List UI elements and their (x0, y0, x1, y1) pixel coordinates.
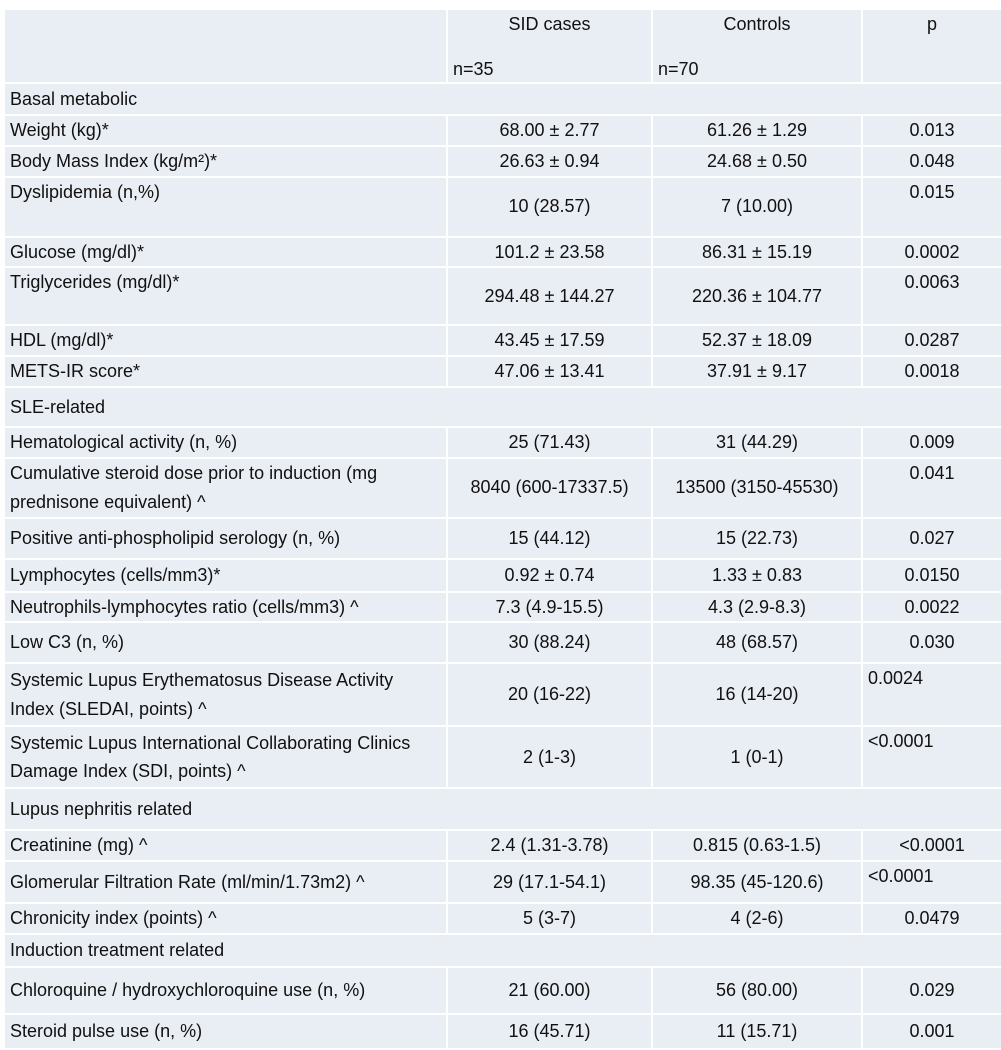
cases-value: 8040 (600-17337.5) (447, 458, 652, 518)
row-label: Positive anti-phospholipid serology (n, %) (4, 518, 447, 559)
controls-value: 15 (22.73) (652, 518, 862, 559)
table-row (4, 559, 1001, 592)
p-value: 0.0479 (862, 903, 1001, 934)
p-value: 0.001 (862, 1014, 1001, 1049)
controls-value: 220.36 ± 104.77 (652, 267, 862, 325)
cases-value: 16 (45.71) (447, 1014, 652, 1049)
header-controls (652, 9, 862, 83)
cases-value: 43.45 ± 17.59 (447, 325, 652, 356)
cases-value: 30 (88.24) (447, 622, 652, 663)
p-value: 0.027 (862, 518, 1001, 559)
p-value: 0.0287 (862, 325, 1001, 356)
cases-value: 2 (1-3) (447, 726, 652, 788)
controls-value: 0.815 (0.63-1.5) (652, 830, 862, 861)
header-empty-cell (4, 9, 447, 83)
section-row (4, 934, 1001, 967)
header-row (4, 9, 1001, 83)
controls-value: 37.91 ± 9.17 (652, 356, 862, 387)
cases-value: 10 (28.57) (447, 177, 652, 237)
p-value: 0.0022 (862, 592, 1001, 623)
row-label: Chronicity index (points) ^ (4, 903, 447, 934)
table-row (4, 427, 1001, 458)
cases-value: 15 (44.12) (447, 518, 652, 559)
p-value: 0.0018 (862, 356, 1001, 387)
cases-value: 2.4 (1.31-3.78) (447, 830, 652, 861)
header-controls-n: n=70 (658, 59, 699, 80)
controls-value: 31 (44.29) (652, 427, 862, 458)
section-row (4, 83, 1001, 115)
controls-value: 16 (14-20) (652, 663, 862, 726)
section-label: SLE-related (4, 387, 1001, 427)
table-row (4, 146, 1001, 177)
table-row (4, 861, 1001, 903)
section-label: Lupus nephritis related (4, 788, 1001, 830)
table-row (4, 518, 1001, 559)
row-label: Dyslipidemia (n,%) (4, 177, 447, 237)
p-value: 0.029 (862, 967, 1001, 1014)
p-value: <0.0001 (862, 726, 1001, 788)
p-value: 0.015 (862, 177, 1001, 237)
table-row (4, 237, 1001, 268)
row-label: HDL (mg/dl)* (4, 325, 447, 356)
table-row (4, 903, 1001, 934)
controls-value: 7 (10.00) (652, 177, 862, 237)
header-controls-label: Controls (723, 14, 791, 34)
row-label: Systemic Lupus Erythematosus Disease Activity Index (SLEDAI, points) ^ (4, 663, 447, 726)
row-label: Low C3 (n, %) (4, 622, 447, 663)
row-label: Creatinine (mg) ^ (4, 830, 447, 861)
cases-value: 7.3 (4.9-15.5) (447, 592, 652, 623)
section-label: Induction treatment related (4, 934, 1001, 967)
table-row (4, 622, 1001, 663)
controls-value: 98.35 (45-120.6) (652, 861, 862, 903)
p-value: <0.0001 (862, 861, 1001, 903)
row-label: Body Mass Index (kg/m²)* (4, 146, 447, 177)
table-row (4, 830, 1001, 861)
table-row (4, 356, 1001, 387)
header-cases-n: n=35 (453, 59, 494, 80)
row-label: Glucose (mg/dl)* (4, 237, 447, 268)
comparison-table (3, 8, 1001, 1050)
controls-value: 13500 (3150-45530) (652, 458, 862, 518)
p-value: 0.0002 (862, 237, 1001, 268)
row-label: Triglycerides (mg/dl)* (4, 267, 447, 325)
cases-value: 25 (71.43) (447, 427, 652, 458)
row-label: Systemic Lupus International Collaborating Clinics Damage Index (SDI, points) ^ (4, 726, 447, 788)
cases-value: 68.00 ± 2.77 (447, 115, 652, 146)
row-label: Cumulative steroid dose prior to induction (mg prednisone equivalent) ^ (4, 458, 447, 518)
section-row (4, 387, 1001, 427)
controls-value: 48 (68.57) (652, 622, 862, 663)
cases-value: 26.63 ± 0.94 (447, 146, 652, 177)
table-row (4, 967, 1001, 1014)
cases-value: 0.92 ± 0.74 (447, 559, 652, 592)
p-value: 0.048 (862, 146, 1001, 177)
header-cases-label: SID cases (508, 14, 591, 34)
controls-value: 52.37 ± 18.09 (652, 325, 862, 356)
controls-value: 24.68 ± 0.50 (652, 146, 862, 177)
controls-value: 1.33 ± 0.83 (652, 559, 862, 592)
header-p-label: p (926, 14, 937, 34)
p-value: 0.009 (862, 427, 1001, 458)
table-row (4, 267, 1001, 325)
p-value: 0.0063 (862, 267, 1001, 325)
row-label: Chloroquine / hydroxychloroquine use (n, %) (4, 967, 447, 1014)
table-row (4, 1014, 1001, 1049)
table-row (4, 726, 1001, 788)
p-value: 0.041 (862, 458, 1001, 518)
row-label: Glomerular Filtration Rate (ml/min/1.73m2) ^ (4, 861, 447, 903)
cases-value: 21 (60.00) (447, 967, 652, 1014)
controls-value: 4.3 (2.9-8.3) (652, 592, 862, 623)
controls-value: 56 (80.00) (652, 967, 862, 1014)
controls-value: 61.26 ± 1.29 (652, 115, 862, 146)
header-p (862, 9, 1001, 83)
row-label: Steroid pulse use (n, %) (4, 1014, 447, 1049)
table-row (4, 592, 1001, 623)
p-value: 0.013 (862, 115, 1001, 146)
controls-value: 11 (15.71) (652, 1014, 862, 1049)
cases-value: 101.2 ± 23.58 (447, 237, 652, 268)
p-value: 0.0024 (862, 663, 1001, 726)
row-label: Hematological activity (n, %) (4, 427, 447, 458)
cases-value: 294.48 ± 144.27 (447, 267, 652, 325)
p-value: <0.0001 (862, 830, 1001, 861)
table-row (4, 458, 1001, 518)
section-label: Basal metabolic (4, 83, 1001, 115)
controls-value: 1 (0-1) (652, 726, 862, 788)
row-label: METS-IR score* (4, 356, 447, 387)
row-label: Lymphocytes (cells/mm3)* (4, 559, 447, 592)
cases-value: 29 (17.1-54.1) (447, 861, 652, 903)
cases-value: 47.06 ± 13.41 (447, 356, 652, 387)
table-row (4, 663, 1001, 726)
row-label: Weight (kg)* (4, 115, 447, 146)
p-value: 0.0150 (862, 559, 1001, 592)
controls-value: 86.31 ± 15.19 (652, 237, 862, 268)
table-row (4, 325, 1001, 356)
cases-value: 5 (3-7) (447, 903, 652, 934)
header-cases (447, 9, 652, 83)
cases-value: 20 (16-22) (447, 663, 652, 726)
section-row (4, 788, 1001, 830)
row-label: Neutrophils-lymphocytes ratio (cells/mm3) ^ (4, 592, 447, 623)
controls-value: 4 (2-6) (652, 903, 862, 934)
table-row (4, 115, 1001, 146)
table-row (4, 177, 1001, 237)
p-value: 0.030 (862, 622, 1001, 663)
